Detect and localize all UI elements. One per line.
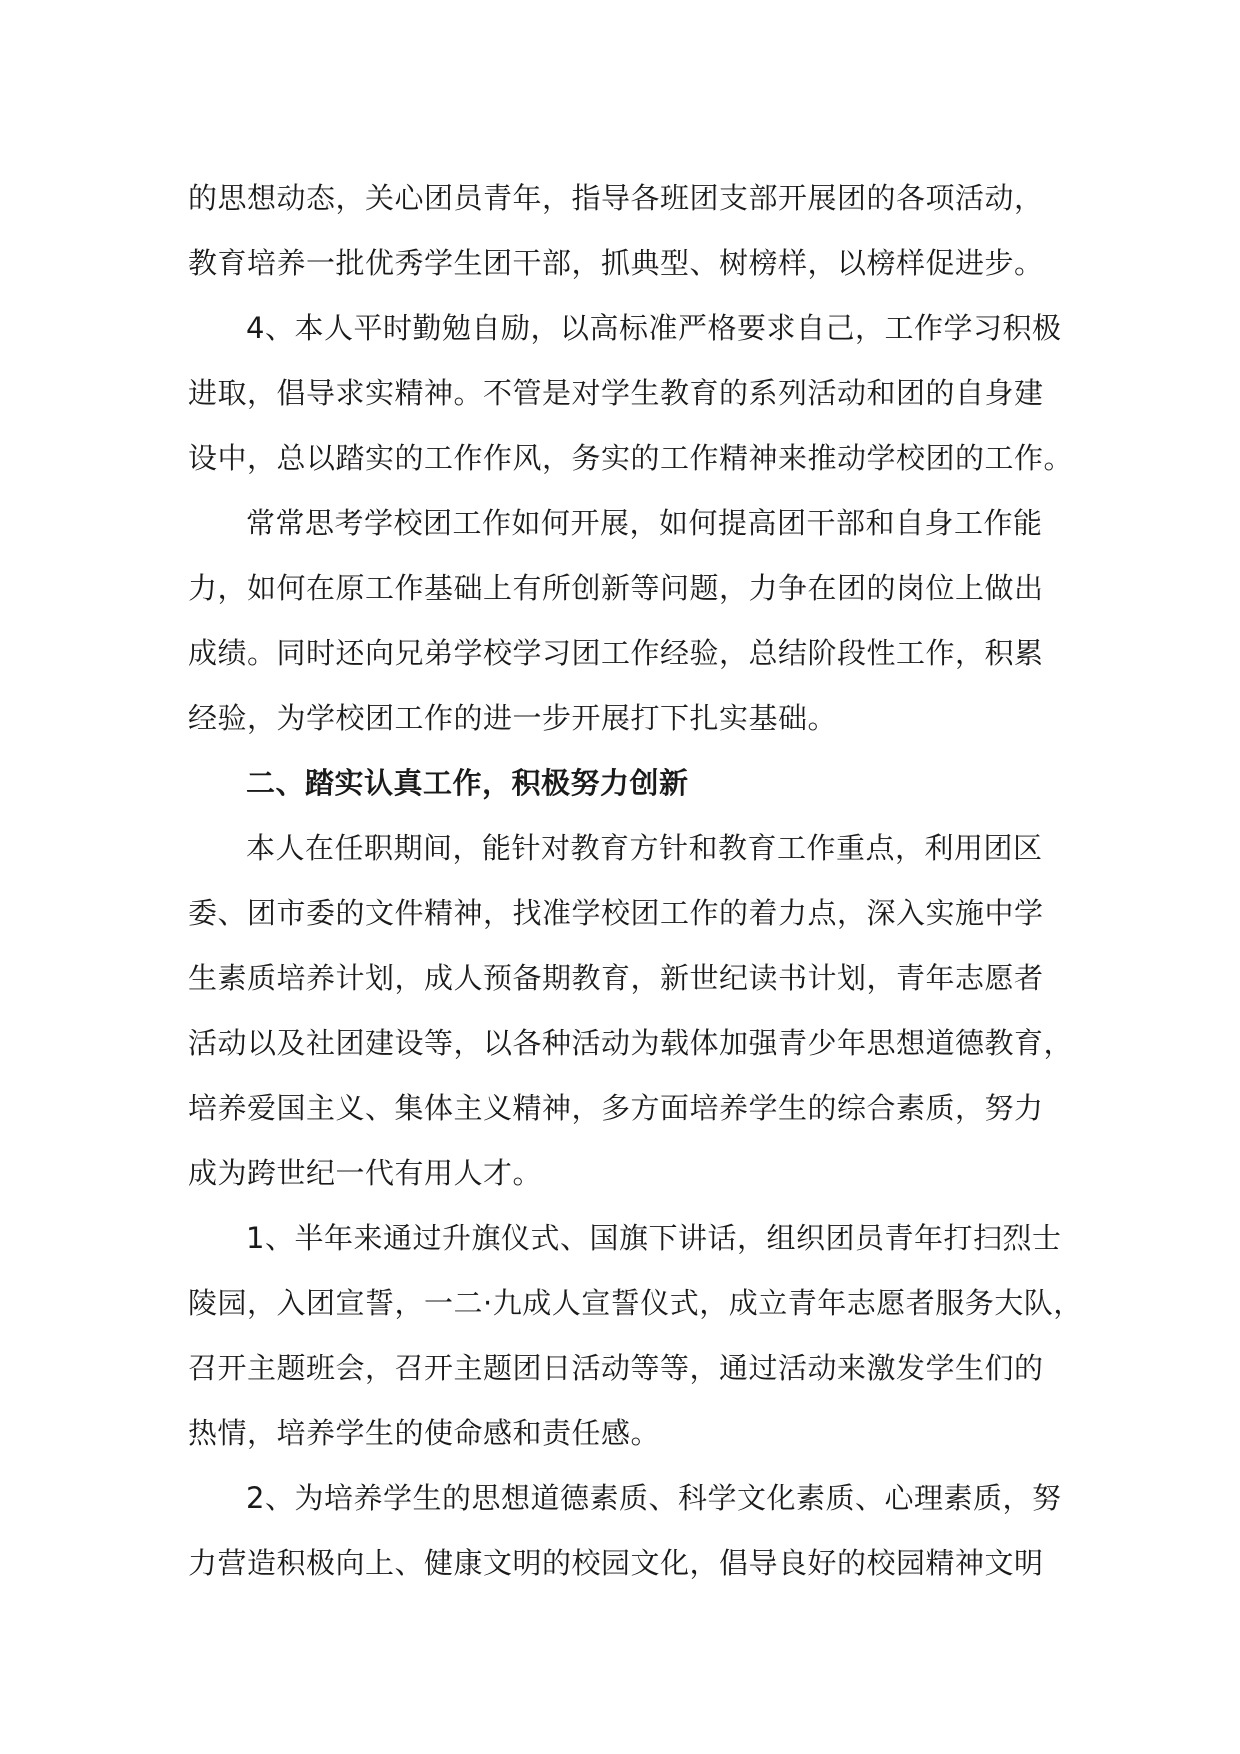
paragraph-tenure <box>188 816 1088 1206</box>
text-line: 成绩。同时还向兄弟学校学习团工作经验，总结阶段性工作，积累 <box>188 636 1044 670</box>
text-line: 陵园，入团宣誓，一二·九成人宣誓仪式，成立青年志愿者服务大队， <box>188 1286 1083 1320</box>
text-line: 本人在任职期间，能针对教育方针和教育工作重点，利用团区 <box>246 831 1043 865</box>
text-line: 活动以及社团建设等，以各种活动为载体加强青少年思想道德教育， <box>188 1026 1074 1060</box>
text-line: 召开主题班会，召开主题团日活动等等，通过活动来激发学生们的 <box>188 1351 1044 1385</box>
text-line: 教育培养一批优秀学生团干部，抓典型、树榜样，以榜样促进步。 <box>188 246 1044 280</box>
text-line: 力，如何在原工作基础上有所创新等问题，力争在团的岗位上做出 <box>188 571 1044 605</box>
text-line: 进取，倡导求实精神。不管是对学生教育的系列活动和团的自身建 <box>188 376 1044 410</box>
text-line: 成为跨世纪一代有用人才。 <box>188 1156 543 1190</box>
paragraph-item-4 <box>188 296 1088 491</box>
text-line: 2、为培养学生的思想道德素质、科学文化素质、心理素质，努 <box>246 1481 1062 1515</box>
text-line: 力营造积极向上、健康文明的校园文化，倡导良好的校园精神文明 <box>188 1546 1044 1580</box>
document-body <box>188 166 1088 1596</box>
text-line: 的思想动态，关心团员青年，指导各班团支部开展团的各项活动， <box>188 181 1044 215</box>
text-line: 设中，总以踏实的工作作风，务实的工作精神来推动学校团的工作。 <box>188 441 1074 475</box>
paragraph-item-1 <box>188 1206 1088 1466</box>
text-line: 培养爱国主义、集体主义精神，多方面培养学生的综合素质，努力 <box>188 1091 1044 1125</box>
section-heading <box>188 751 1088 816</box>
text-line: 委、团市委的文件精神，找准学校团工作的着力点，深入实施中学 <box>188 896 1044 930</box>
text-line: 热情，培养学生的使命感和责任感。 <box>188 1416 661 1450</box>
text-line: 1、半年来通过升旗仪式、国旗下讲话，组织团员青年打扫烈士 <box>246 1221 1062 1255</box>
paragraph-thinking <box>188 491 1088 751</box>
paragraph-item-2 <box>188 1466 1088 1596</box>
section-heading-text: 二、踏实认真工作，积极努力创新 <box>246 766 689 800</box>
paragraph-continuation <box>188 166 1088 296</box>
text-line: 经验，为学校团工作的进一步开展打下扎实基础。 <box>188 701 838 735</box>
text-line: 生素质培养计划，成人预备期教育，新世纪读书计划，青年志愿者 <box>188 961 1044 995</box>
text-line: 常常思考学校团工作如何开展，如何提高团干部和自身工作能 <box>246 506 1043 540</box>
text-line: 4、本人平时勤勉自励，以高标准严格要求自己，工作学习积极 <box>246 311 1062 345</box>
